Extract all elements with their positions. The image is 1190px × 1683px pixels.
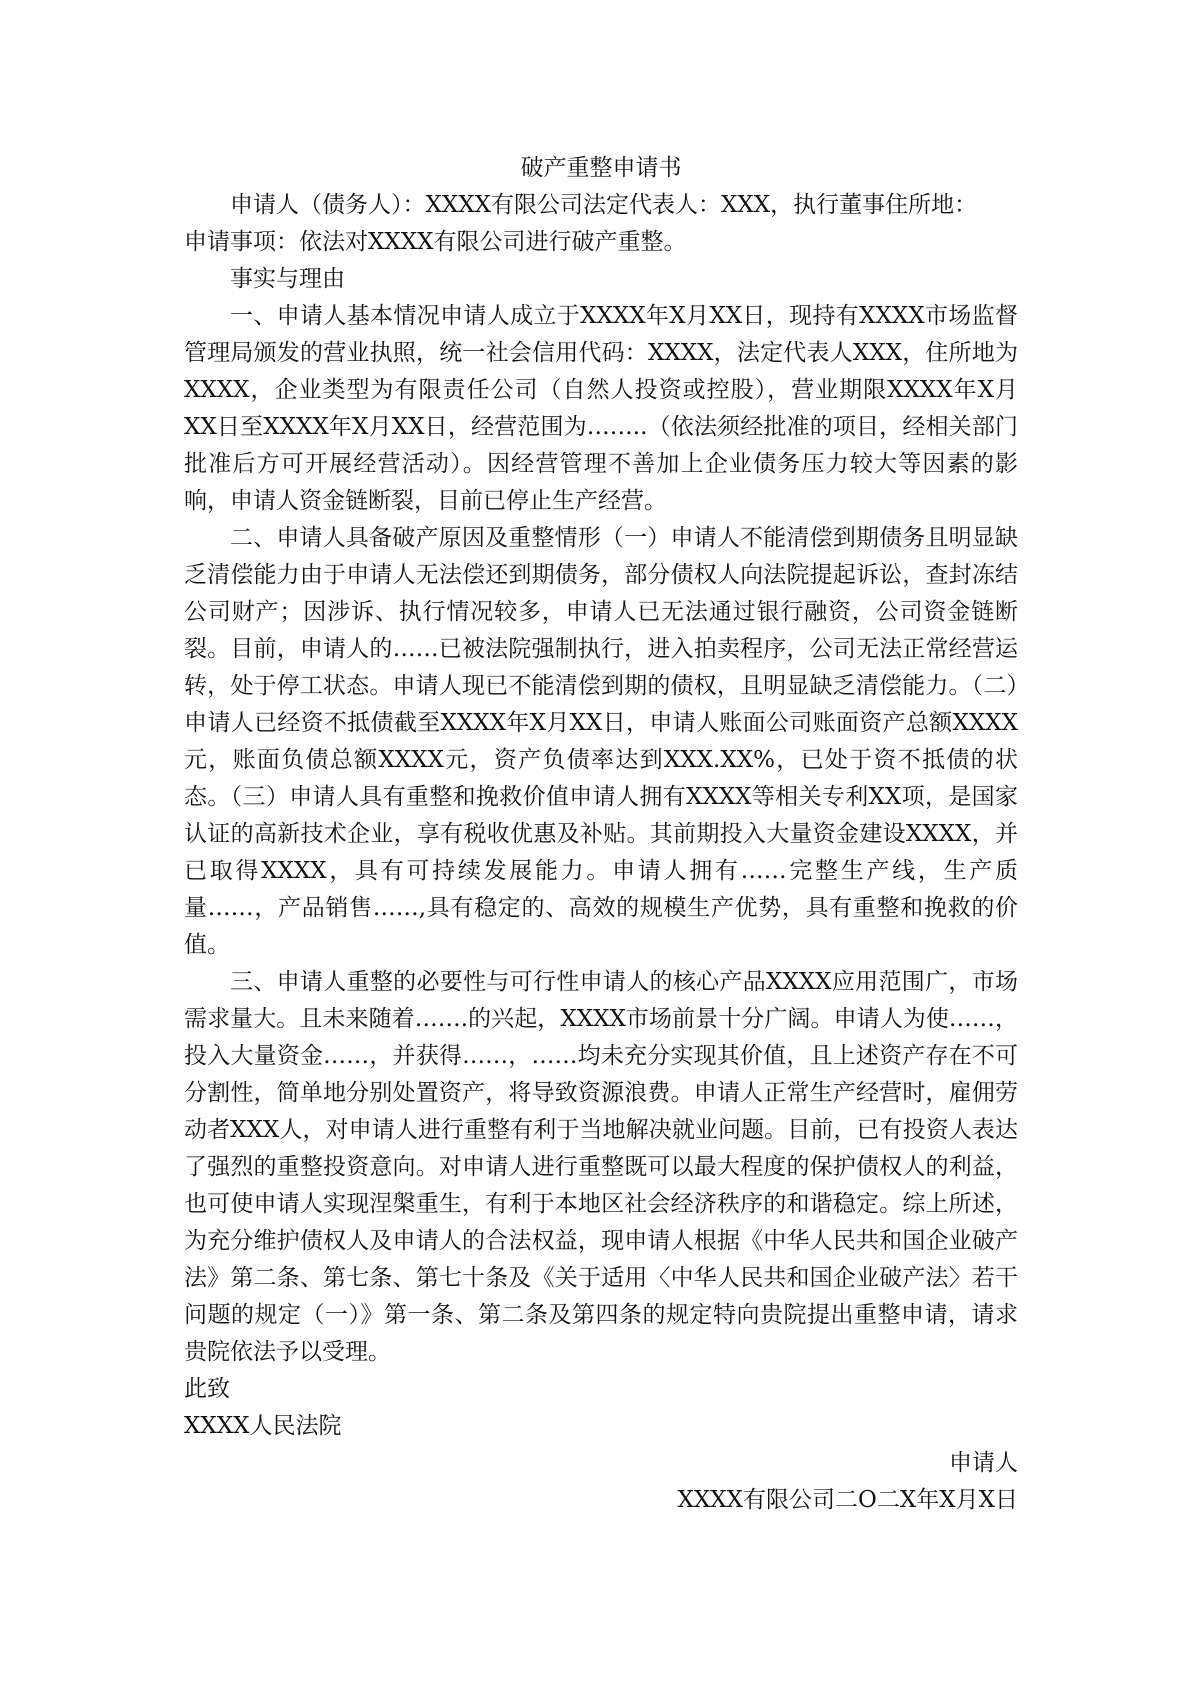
- signature-line: XXXX有限公司二O二X年X月X日: [677, 1487, 1018, 1513]
- request-item: 申请事项：依法对XXXX有限公司进行破产重整。: [184, 229, 687, 255]
- paragraph-necessity: 三、申请人重整的必要性与可行性申请人的核心产品XXXX应用范围广，市场需求量大。且未来随着…….的兴起，XXXX市场前景十分广阔。申请人为使……，投入大量资金……，并获得……，……均未充分实现其价值，且上述资产存在不可分割性，简单地分别处置资产，将导致资源浪费。申请人正常生产经营时，雇佣劳动者XXX人，对申请人进行重整有利于当地解决就业问题。目前，已有投资人表达了强烈的重整投资意向。对申请人进行重整既可以最大程度的保护债权人的利益，也可使申请人实现涅槃重生，有利于本地区社会经济秩序的和谐稳定。综上所述，为充分维护债权人及申请人的合法权益，现申请人根据《中华人民共和国企业破产法》第二条、第七条、第七十条及《关于适用〈中华人民共和国企业破产法〉若干问题的规定（一）》第一条、第二条及第四条的规定特向贵院提出重整申请，请求贵院依法予以受理。: [184, 969, 1018, 1365]
- document-page: [184, 150, 1018, 1519]
- document-title: 破产重整申请书: [520, 155, 682, 181]
- court-name: XXXX人民法院: [184, 1413, 342, 1439]
- closing-salutation: 此致: [184, 1376, 230, 1402]
- facts-heading: 事实与理由: [230, 266, 345, 292]
- paragraph-basic-info: 一、申请人基本情况申请人成立于XXXX年X月XX日，现持有XXXX市场监督管理局颁发的营业执照，统一社会信用代码：XXXX，法定代表人XXX，住所地为XXXX，企业类型为有限责任公司（自然人投资或控股），营业期限XXXX年X月XX日至XXXX年X月XX日，经营范围为……..（依法须经批准的项目，经相关部门批准后方可开展经营活动）。因经营管理不善加上企业债务压力较大等因素的影响，申请人资金链断裂，目前已停止生产经营。: [184, 303, 1018, 514]
- applicant-info: 申请人（债务人）：XXXX有限公司法定代表人：XXX，执行董事住所地：: [230, 192, 978, 218]
- signature-label: 申请人: [949, 1450, 1018, 1476]
- paragraph-bankruptcy-causes: 二、申请人具备破产原因及重整情形（一）申请人不能清偿到期债务且明显缺乏清偿能力由于申请人无法偿还到期债务，部分债权人向法院提起诉讼，查封冻结公司财产；因涉诉、执行情况较多，申请人已无法通过银行融资，公司资金链断裂。目前，申请人的……已被法院强制执行，进入拍卖程序，公司无法正常经营运转，处于停工状态。申请人现已不能清偿到期的债权，且明显缺乏清偿能力。（二）申请人已经资不抵债截至XXXX年X月XX日，申请人账面公司账面资产总额XXXX元，账面负债总额XXXX元，资产负债率达到XXX.XX%，已处于资不抵债的状态。（三）申请人具有重整和挽救价值申请人拥有XXXX等相关专利XX项，是国家认证的高新技术企业，享有税收优惠及补贴。其前期投入大量资金建设XXXX，并已取得XXXX，具有可持续发展能力。申请人拥有……完整生产线，生产质量……，产品销售……,具有稳定的、高效的规模生产优势，具有重整和挽救的价值。: [184, 525, 1018, 958]
